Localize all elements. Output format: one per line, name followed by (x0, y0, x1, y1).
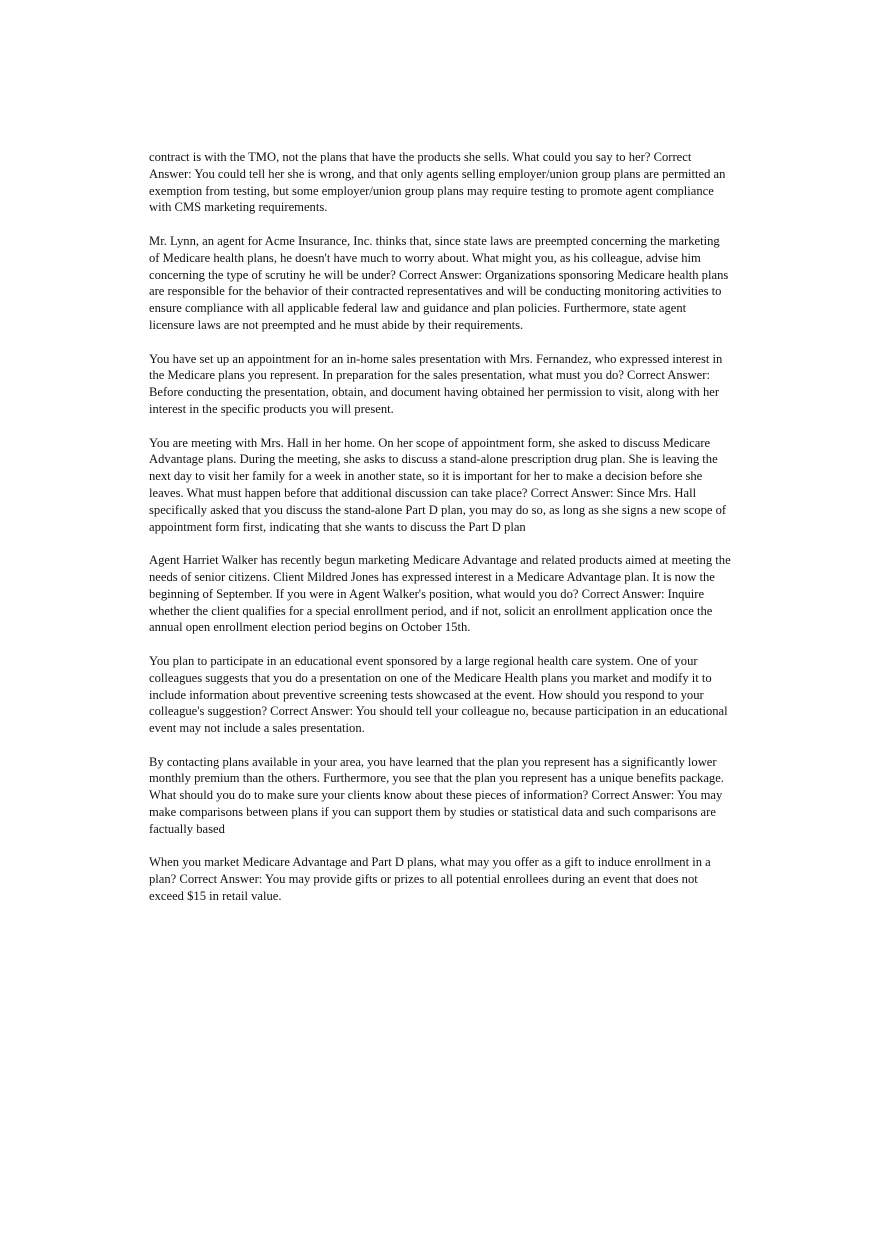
paragraph-mr-lynn: Mr. Lynn, an agent for Acme Insurance, Inc. thinks that, since state laws are preempted concerning the marketing of Medicare health plans, he doesn't have much to worry about. What might you, as his colleague, advise him concerning the type of scrutiny he will be under? Correct Answer: Organizations sponsoring Medicare health plans are responsible for the behavior of their contracted representatives and will be conducting monitoring activities to ensure compliance with all applicable federal law and guidance and plan policies. Furthermore, state agent licensure laws are not preempted and he must abide by their requirements. (149, 233, 729, 332)
paragraph-tmo-contract: contract is with the TMO, not the plans that have the products she sells. What could you say to her? Correct Answer: You could tell her she is wrong, and that only agents selling employer/union group plans are permitted an exemption from testing, but some employer/union group plans may require testing to promote agent compliance with CMS marketing requirements. (149, 150, 726, 215)
paragraph-educational-event: You plan to participate in an educational event sponsored by a large regional health care system. One of your colleagues suggests that you do a presentation on one of the Medicare Health plans you market and modify it to include information about preventive screening tests showcased at the event. How should you respond to your colleague's suggestion? Correct Answer: You should tell your colleague no, because participation in an educational event may not include a sales presentation. (149, 653, 728, 736)
paragraph-plan-comparisons: By contacting plans available in your area, you have learned that the plan you represent has a significantly lower monthly premium than the others. Furthermore, you see that the plan you represent has a unique benefits package. What should you do to make sure your clients know about these pieces of information? Correct Answer: You may make comparisons between plans if you can support them by studies or statistical data and such comparisons are factually based (149, 754, 724, 836)
paragraph-mrs-fernandez: You have set up an appointment for an in-home sales presentation with Mrs. Fernandez, who expressed interest in the Medicare plans you represent. In preparation for the sales presentation, what must you do? Correct Answer: Before conducting the presentation, obtain, and document having obtained her permission to visit, along with her interest in the specific products you will present. (149, 351, 723, 416)
paragraph-gift-limit: When you market Medicare Advantage and Part D plans, what may you offer as a gift to induce enrollment in a plan? Correct Answer: You may provide gifts or prizes to all potential enrollees during an event that does not exceed $15 in retail value. (149, 855, 711, 904)
paragraph-mrs-hall: You are meeting with Mrs. Hall in her home. On her scope of appointment form, she asked to discuss Medicare Advantage plans. During the meeting, she asks to discuss a stand-alone prescription drug plan. She is leaving the next day to visit her family for a week in another state, so it is important for her to make a decision before she leaves. What must happen before that additional discussion can take place? Correct Answer: Since Mrs. Hall specifically asked that you discuss the stand-alone Part D plan, you may do so, as long as she signs a new scope of appointment form first, indicating that she wants to discuss the Part D plan (149, 435, 727, 534)
document-body (149, 149, 733, 922)
paragraph-harriet-walker: Agent Harriet Walker has recently begun marketing Medicare Advantage and related products aimed at meeting the needs of senior citizens. Client Mildred Jones has expressed interest in a Medicare Advantage plan. It is now the beginning of September. If you were in Agent Walker's position, what would you do? Correct Answer: Inquire whether the client qualifies for a special enrollment period, and if not, solicit an enrollment application once the annual open enrollment election period begins on October 15th. (149, 553, 731, 635)
